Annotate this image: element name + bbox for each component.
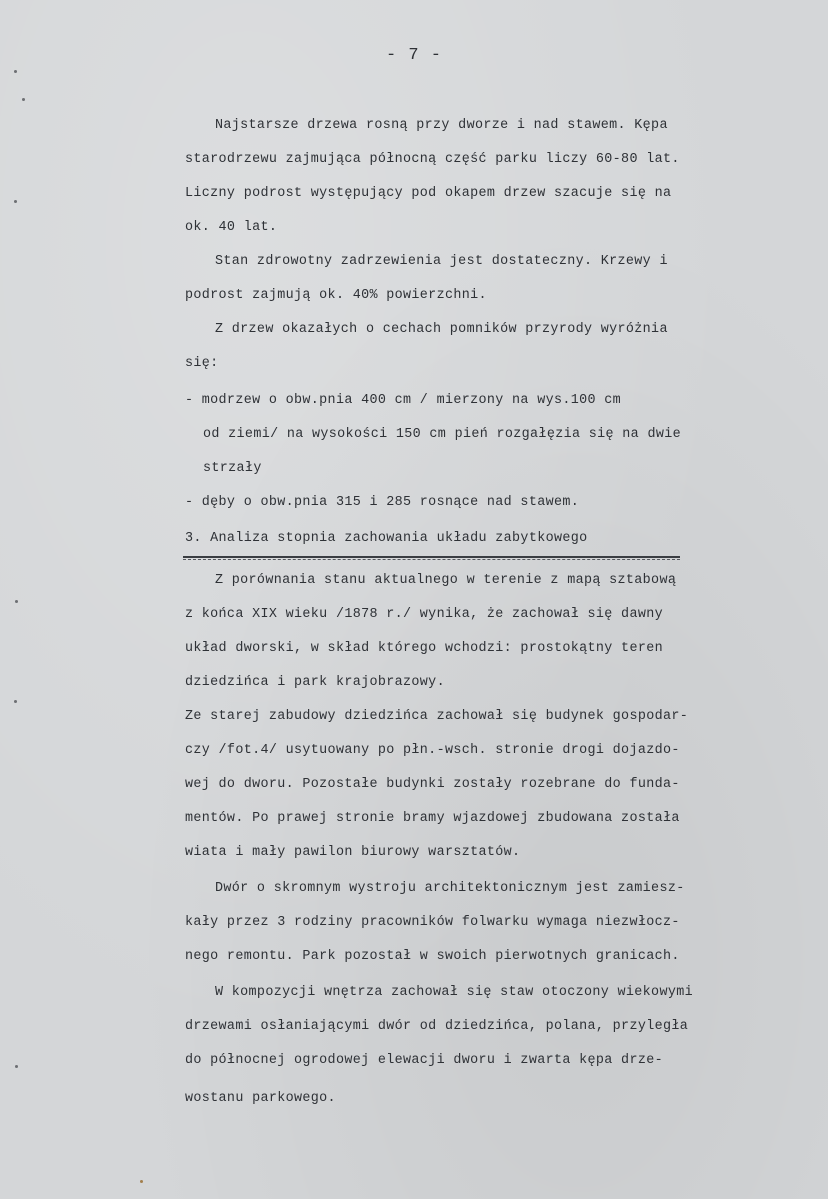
- text-line: ok. 40 lat.: [185, 220, 278, 235]
- text-line: dziedzińca i park krajobrazowy.: [185, 675, 445, 690]
- page-number: - 7 -: [385, 46, 442, 65]
- scan-speck: [14, 700, 17, 703]
- text-line: Z drzew okazałych o cechach pomników przyrody wyróżnia: [215, 322, 668, 337]
- scan-speck: [22, 98, 25, 101]
- text-line: czy /fot.4/ usytuowany po płn.-wsch. stronie drogi dojazdo-: [185, 743, 680, 758]
- scan-speck: [15, 600, 18, 603]
- text-line: wostanu parkowego.: [185, 1091, 336, 1106]
- scan-speck: [14, 200, 17, 203]
- text-line: podrost zajmują ok. 40% powierzchni.: [185, 288, 487, 303]
- list-item-continuation: od ziemi/ na wysokości 150 cm pień rozgałęzia się na dwie: [203, 427, 681, 442]
- list-item-continuation: strzały: [203, 461, 262, 476]
- text-line: mentów. Po prawej stronie bramy wjazdowej zbudowana została: [185, 811, 680, 826]
- text-line: wiata i mały pawilon biurowy warsztatów.: [185, 845, 521, 860]
- text-line: Dwór o skromnym wystroju architektonicznym jest zamiesz-: [215, 881, 685, 896]
- section-heading: 3. Analiza stopnia zachowania układu zabytkowego: [185, 531, 588, 546]
- text-line: Liczny podrost występujący pod okapem drzew szacuje się na: [185, 186, 672, 201]
- text-line: nego remontu. Park pozostał w swoich pierwotnych granicach.: [185, 949, 680, 964]
- heading-underline-dashed: [183, 559, 680, 560]
- list-item: - modrzew o obw.pnia 400 cm / mierzony na wys.100 cm: [185, 393, 622, 408]
- text-line: W kompozycji wnętrza zachował się staw otoczony wiekowymi: [215, 985, 693, 1000]
- scan-speck: [140, 1180, 143, 1183]
- scan-speck: [14, 70, 17, 73]
- text-line: kały przez 3 rodziny pracowników folwarku wymaga niezwłocz-: [185, 915, 680, 930]
- text-line: do północnej ogrodowej elewacji dworu i zwarta kępa drze-: [185, 1053, 663, 1068]
- text-line: Najstarsze drzewa rosną przy dworze i nad stawem. Kępa: [215, 118, 668, 133]
- text-line: drzewami osłaniającymi dwór od dziedzińca, polana, przyległa: [185, 1019, 689, 1034]
- heading-underline: [183, 556, 680, 558]
- list-item: - dęby o obw.pnia 315 i 285 rosnące nad stawem.: [185, 495, 580, 510]
- scan-speck: [15, 1065, 18, 1068]
- text-line: Stan zdrowotny zadrzewienia jest dostateczny. Krzewy i: [215, 254, 668, 269]
- text-line: starodrzewu zajmująca północną część parku liczy 60-80 lat.: [185, 152, 680, 167]
- text-line: z końca XIX wieku /1878 r./ wynika, że zachował się dawny: [185, 607, 663, 622]
- text-line: Z porównania stanu aktualnego w terenie z mapą sztabową: [215, 573, 677, 588]
- text-line: wej do dworu. Pozostałe budynki zostały rozebrane do funda-: [185, 777, 680, 792]
- text-line: układ dworski, w skład którego wchodzi: prostokątny teren: [185, 641, 663, 656]
- text-line: Ze starej zabudowy dziedzińca zachował się budynek gospodar-: [185, 709, 689, 724]
- text-line: się:: [185, 356, 219, 371]
